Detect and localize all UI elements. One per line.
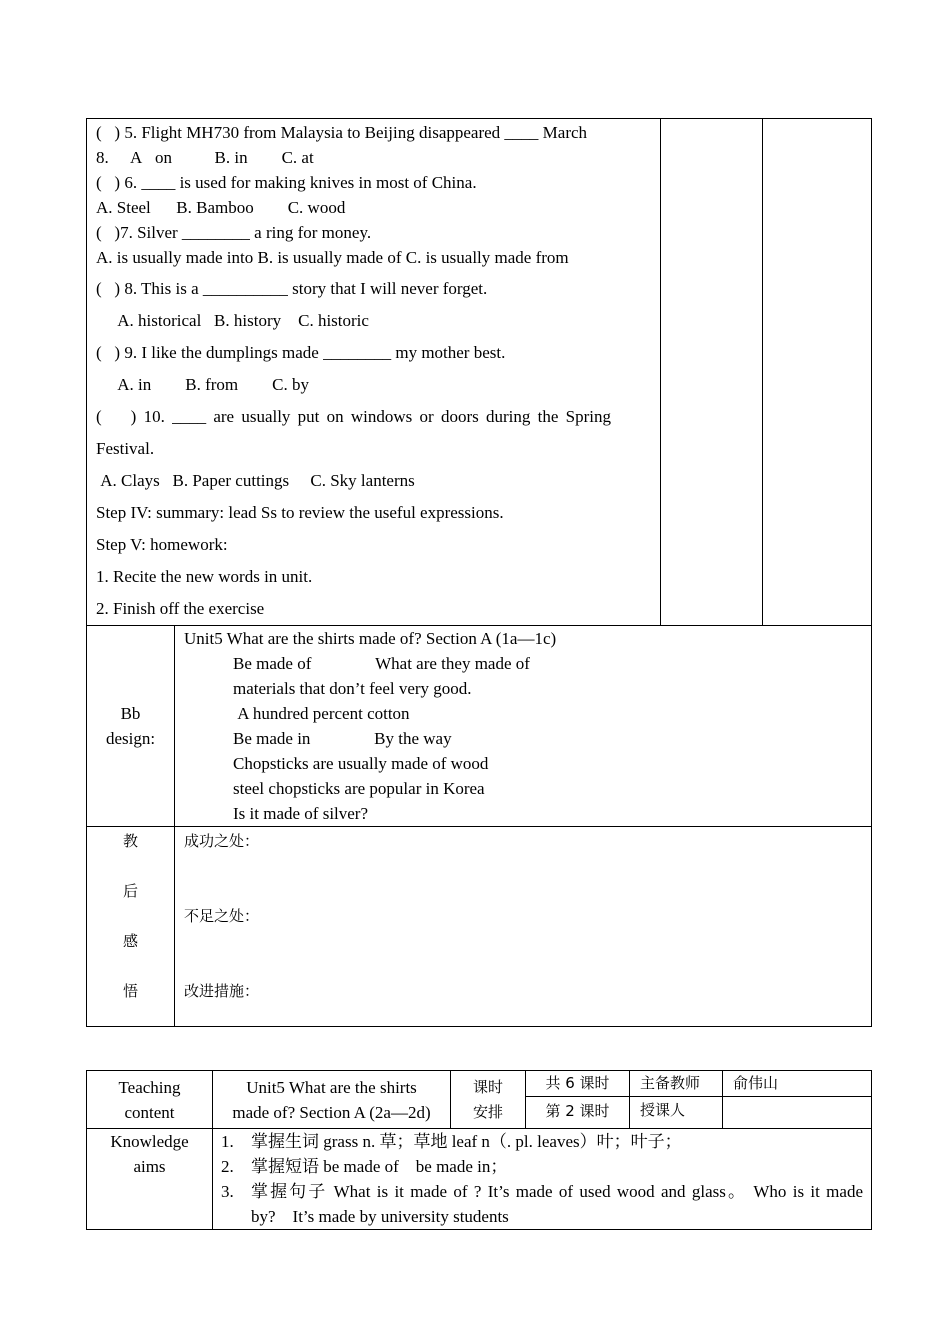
instructor-label: 授课人 [630,1097,723,1129]
lesson-table-continued [86,118,872,1027]
lesson-header-table [86,1070,872,1230]
knowledge-item: 2. 掌握短语 be made of be made in； [221,1157,508,1176]
exercise-line: A. in B. from C. by [96,375,309,394]
lesson-number: 第 2 课时 [526,1097,630,1129]
empty-cell [661,119,763,626]
exercise-line: ( ) 9. I like the dumplings made ________ my mother best. [96,343,506,362]
exercise-line: A. Steel B. Bamboo C. wood [96,198,346,217]
exercise-line: ( )7. Silver ________ a ring for money. [96,223,372,242]
exercise-line: 8. A on B. in C. at [96,148,314,167]
bb-title: Unit5 What are the shirts made of? Section A (1a—1c) [184,629,557,648]
knowledge-item: 3. 掌握句子 What is it made of ? It’s made of used wood and glass。 Who is it made by? It’s made by university students [221,1182,863,1226]
exercise-line-q10-cont: Festival. [96,439,155,458]
knowledge-item: 1. 掌握生词 grass n. 草；草地 leaf n（. pl. leaves）叶；叶子； [221,1132,682,1151]
lesson-arrangement-label: 课时 安排 [451,1071,526,1129]
homework-item: 2. Finish off the exercise [96,599,265,618]
reflection-content [175,827,872,1027]
exercise-line: ( ) 5. Flight MH730 from Malaysia to Beijing disappeared ____ March [96,123,588,142]
instructor-name [723,1097,872,1129]
bb-design-label: Bb design: [87,626,175,827]
total-lessons: 共 6 课时 [526,1071,630,1097]
exercise-cell [87,119,661,626]
bb-line: A hundred percent cotton [233,704,410,723]
bb-line: steel chopsticks are popular in Korea [233,779,485,798]
teaching-content-label: Teaching content [87,1071,213,1129]
exercise-line: ( ) 6. ____ is used for making knives in most of China. [96,173,477,192]
shortcoming-label: 不足之处： [184,907,260,925]
bb-line: Be made in By the way [233,729,452,748]
exercise-line-q10: ( ) 10. ____ are usually put on windows or doors during the Spring [96,407,611,426]
bb-line: Is it made of silver? [233,804,369,823]
bb-line: Be made of What are they made of [233,654,530,673]
knowledge-aims-label: Knowledge aims [87,1129,213,1230]
bb-design-content [175,626,872,827]
success-label: 成功之处： [184,832,260,850]
lead-teacher-label: 主备教师 [630,1071,723,1097]
homework-item: 1. Recite the new words in unit. [96,567,313,586]
exercise-line: A. historical B. history C. historic [96,311,369,330]
step-summary: Step IV: summary: lead Ss to review the useful expressions. [96,503,504,522]
knowledge-aims-content [213,1129,872,1230]
lead-teacher-name: 俞伟山 [723,1071,872,1097]
empty-cell [763,119,872,626]
improvement-label: 改进措施： [184,982,260,1000]
bb-line: Chopsticks are usually made of wood [233,754,489,773]
reflection-label: 教 后 感 悟 [87,827,175,1027]
exercise-line: A. Clays B. Paper cuttings C. Sky lanterns [96,471,415,490]
exercise-line: A. is usually made into B. is usually made of C. is usually made from [96,248,569,267]
unit-title: Unit5 What are the shirts made of? Section A (2a—2d) [213,1071,451,1129]
exercise-line: ( ) 8. This is a __________ story that I will never forget. [96,279,488,298]
step-homework: Step V: homework: [96,535,228,554]
bb-line: materials that don’t feel very good. [233,679,472,698]
